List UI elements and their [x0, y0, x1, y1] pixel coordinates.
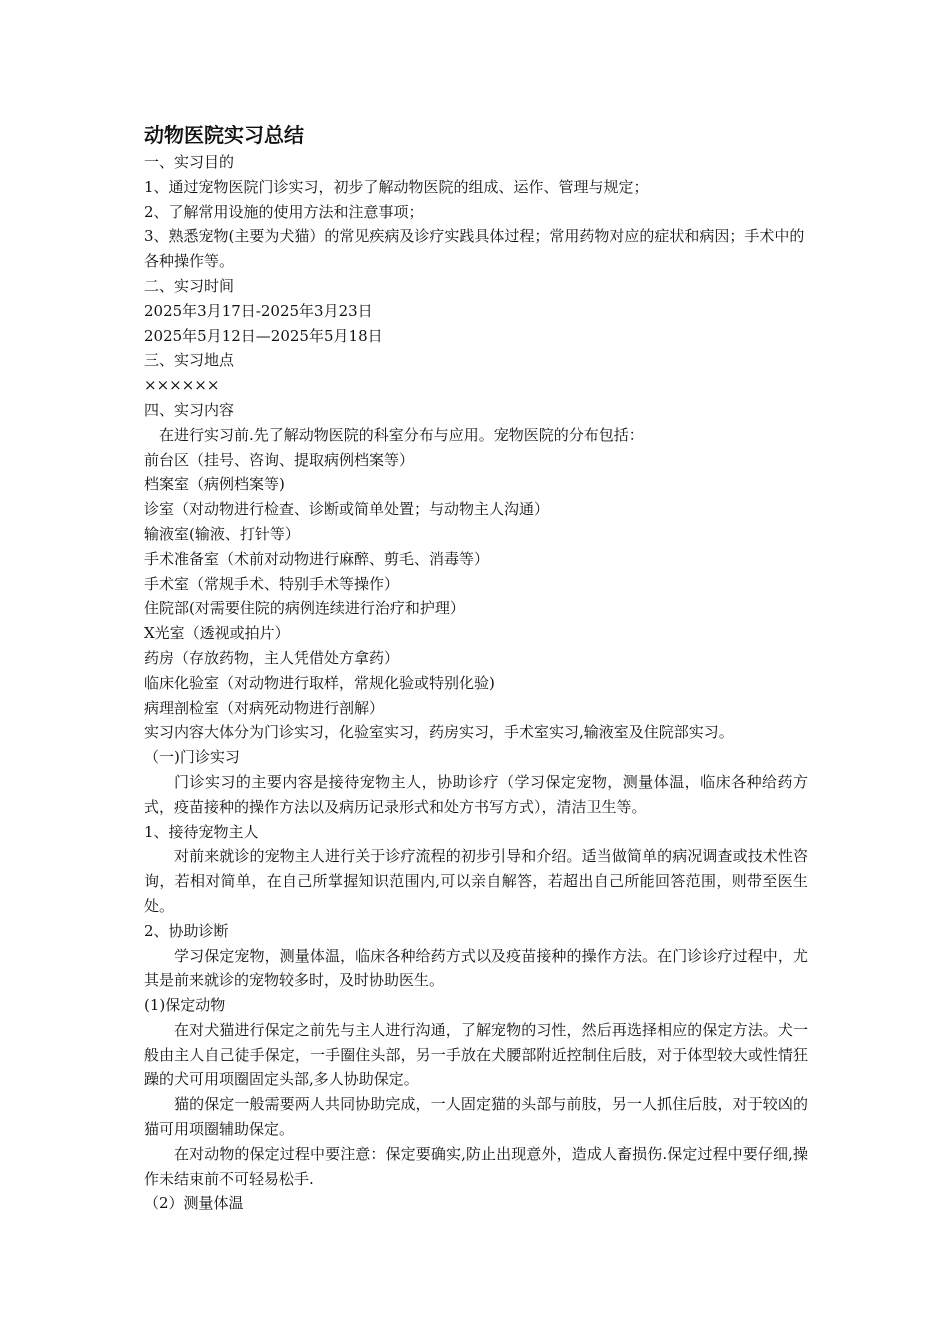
heading-assist: 2、协助诊断 [144, 921, 229, 940]
content-summary: 实习内容大体分为门诊实习，化验室实习，药房实习，手术室实习,输液室及住院部实习。 [144, 723, 734, 742]
room-item: 诊室（对动物进行检查、诊断或简单处置；与动物主人沟通） [144, 500, 550, 519]
purpose-item: 2、了解常用设施的使用方法和注意事项； [144, 202, 424, 221]
heading-temperature: （2）测量体温 [144, 1194, 244, 1213]
reception-paragraph: 对前来就诊的宠物主人进行关于诊疗流程的初步引导和介绍。适当做简单的病况调查或技术性咨询，若相对简单，在自己所掌握知识范围内,可以亲自解答，若超出自己所能回答范围，则带至医生处。 [144, 847, 808, 915]
room-item: 输液室(输液、打针等） [144, 524, 300, 543]
purpose-item: 3、熟悉宠物(主要为犬猫）的常见疾病及诊疗实践具体过程；常用药物对应的症状和病因；手术中的各种操作等。 [144, 227, 805, 271]
section-heading-time: 二、实习时间 [144, 276, 235, 295]
content-intro: 在进行实习前.先了解动物医院的科室分布与应用。宠物医院的分布包括： [159, 425, 644, 444]
heading-restraint: (1)保定动物 [144, 996, 226, 1015]
room-item: 档案室（病例档案等) [144, 475, 285, 494]
date-range: 2025年5月12日—2025年5月18日 [144, 326, 383, 345]
place-value: ×××××× [144, 376, 220, 395]
room-item: 住院部(对需要住院的病例连续进行治疗和护理） [144, 599, 465, 618]
section-heading-place: 三、实习地点 [144, 351, 235, 370]
room-item: 临床化验室（对动物进行取样，常规化验或特别化验) [144, 673, 495, 692]
assist-paragraph: 学习保定宠物，测量体温，临床各种给药方式以及疫苗接种的操作方法。在门诊诊疗过程中，尤其是前来就诊的宠物较多时，及时协助医生。 [144, 946, 808, 990]
section-heading-purpose: 一、实习目的 [144, 153, 235, 171]
room-item: 病理剖检室（对病死动物进行剖解） [144, 698, 385, 717]
room-item: 前台区（挂号、咨询、提取病例档案等） [144, 450, 415, 469]
outpatient-paragraph: 门诊实习的主要内容是接待宠物主人，协助诊疗（学习保定宠物，测量体温，临床各种给药方式，疫苗接种的操作方法以及病历记录形式和处方书写方式），清洁卫生等。 [144, 772, 808, 816]
document-title: 动物医院实习总结 [144, 123, 304, 147]
section-heading-content: 四、实习内容 [144, 400, 235, 419]
room-item: 药房（存放药物，主人凭借处方拿药） [144, 648, 400, 667]
restraint-paragraph: 猫的保定一般需要两人共同协助完成，一人固定猫的头部与前肢，另一人抓住后肢，对于较凶的猫可用项圈辅助保定。 [144, 1095, 808, 1139]
document-page [144, 120, 808, 1216]
purpose-item: 1、通过宠物医院门诊实习，初步了解动物医院的组成、运作、管理与规定； [144, 177, 649, 196]
room-item: 手术室（常规手术、特别手术等操作） [144, 574, 400, 593]
subsection-heading-outpatient: （一)门诊实习 [144, 748, 240, 767]
date-range: 2025年3月17日-2025年3月23日 [144, 301, 373, 320]
room-item: X光室（透视或拍片） [144, 624, 290, 643]
restraint-paragraph: 在对犬猫进行保定之前先与主人进行沟通，了解宠物的习性，然后再选择相应的保定方法。犬一般由主人自己徒手保定，一手圈住头部，另一手放在犬腰部附近控制住后肢，对于体型较大或性情狂躁的犬可用项圈固定头部,多人协助保定。 [144, 1020, 808, 1089]
room-item: 手术准备室（术前对动物进行麻醉、剪毛、消毒等） [144, 549, 490, 568]
heading-reception: 1、接待宠物主人 [144, 822, 259, 841]
restraint-paragraph: 在对动物的保定过程中要注意：保定要确实,防止出现意外，造成人畜损伤.保定过程中要仔细,操作未结束前不可轻易松手. [144, 1144, 808, 1188]
